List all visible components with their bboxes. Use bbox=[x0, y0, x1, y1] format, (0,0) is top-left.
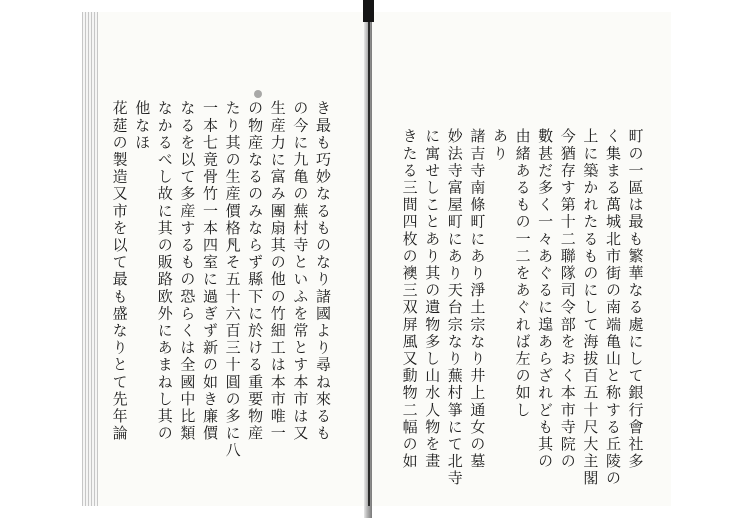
text-column: なかるべし故に其の販路欧外にあまねし其の bbox=[155, 100, 174, 442]
right-page-text bbox=[398, 128, 647, 488]
text-column: あり bbox=[490, 128, 509, 163]
text-column: 一本七竟骨竹一本四室に過ぎず新の如き廉價 bbox=[200, 100, 219, 442]
text-column: の今に九亀の蕪村寺といふを常とす本市は又 bbox=[291, 100, 310, 442]
text-column: き最も巧妙なるものなり諸國より尋ね來るも bbox=[313, 100, 332, 442]
text-column: 今猶存す第十二聯隊司令部をおく本市寺院の bbox=[558, 128, 577, 470]
text-column: 上に築かれたるものにして海拔百五十尺大主閣 bbox=[581, 128, 600, 488]
text-column: 妙法寺富屋町にあり天台宗なり蕪村箏にて北寺 bbox=[445, 128, 464, 488]
page-edge bbox=[82, 12, 98, 506]
text-column: 町の一區は最も繁華なる處にして銀行會社多 bbox=[626, 128, 645, 470]
text-column: に寓せしことあり其の遺物多し山水人物を畫 bbox=[423, 128, 442, 470]
text-column: 諸吉寺南條町にあり淨土宗なり井上通女の墓 bbox=[468, 128, 487, 470]
left-page-text bbox=[108, 100, 334, 460]
text-column: きたる三間四枚の襖三双屏風又動物二幅の如 bbox=[400, 128, 419, 470]
text-column: なるを以て多産するもの恐らくは全國中比類 bbox=[178, 100, 197, 442]
spine-gutter-line bbox=[368, 22, 370, 506]
text-column: 數甚だ多く一々あぐるに遑あらざれども其の bbox=[536, 128, 555, 470]
text-column: く集まる萬城北市街の南端亀山と称する丘陵の bbox=[603, 128, 622, 488]
text-column: 花莚の製造又市を以て最も盛なりとて先年論 bbox=[110, 100, 129, 442]
text-column: の物産なるのみならず縣下に於ける重要物産 bbox=[246, 100, 265, 442]
ink-smudge bbox=[254, 90, 262, 98]
text-column: 他なほ bbox=[133, 100, 152, 152]
text-column: 生産力に富み團扇其の他の竹細工は本市唯一 bbox=[268, 100, 287, 442]
spine-binding-mark bbox=[363, 0, 374, 22]
text-column: たり其の生産價格凡そ五十六百三十圓の多に八 bbox=[223, 100, 242, 460]
text-column: 由緒あるもの一二をあぐれば左の如し bbox=[513, 128, 532, 419]
